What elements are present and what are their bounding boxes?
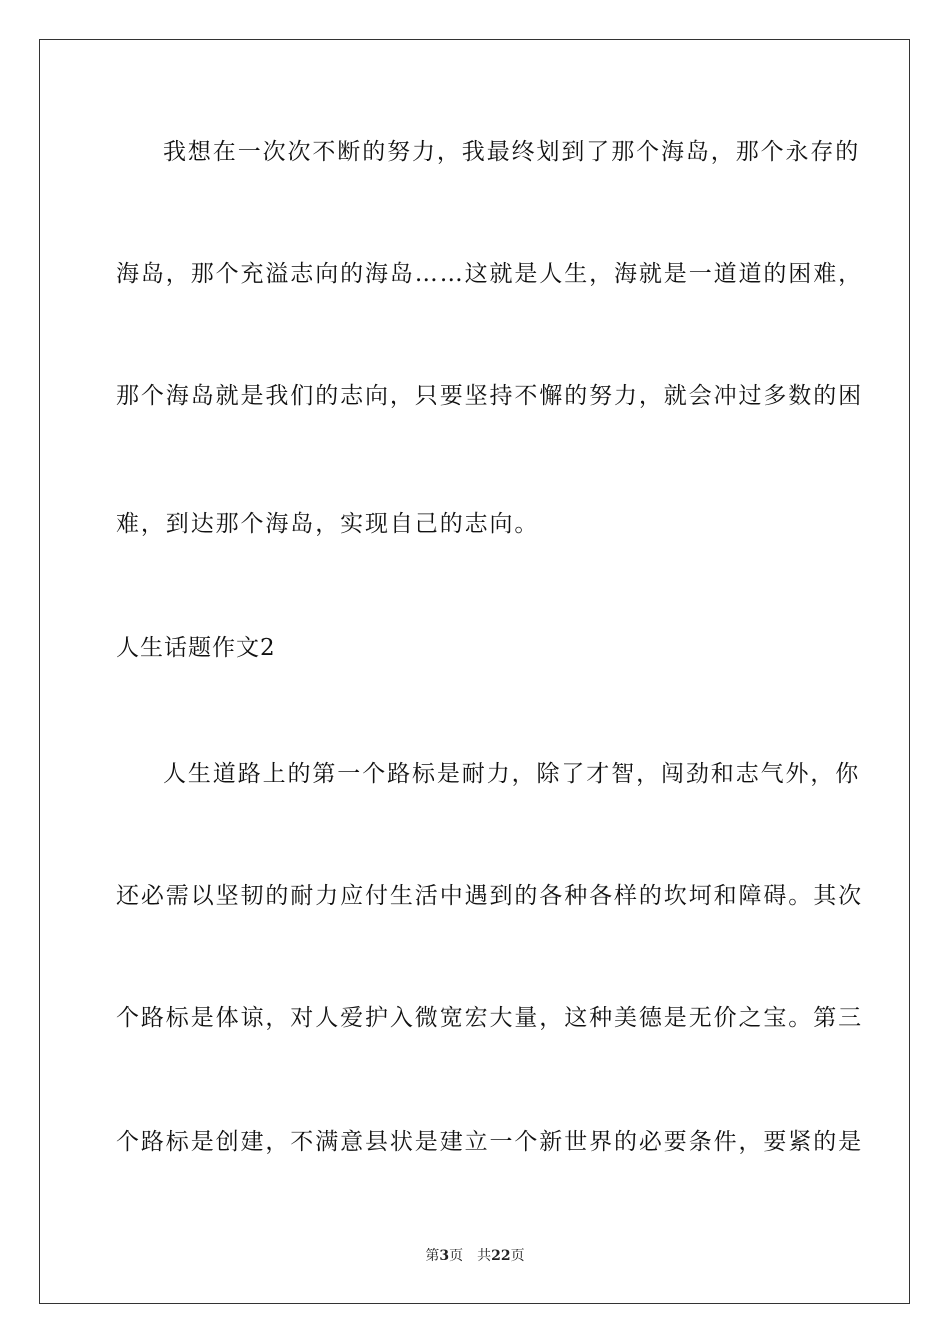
paragraph-line: 我想在一次次不断的努力，我最终划到了那个海岛，那个永存的	[163, 139, 861, 165]
paragraph-line: 个路标是体谅，对人爱护入微宽宏大量，这种美德是无价之宝。第三	[116, 1005, 863, 1031]
footer-total-prefix: 共	[477, 1248, 492, 1264]
page-frame	[39, 39, 910, 1304]
page-footer	[0, 1247, 950, 1265]
footer-page-number: 3	[439, 1248, 450, 1264]
footer-total-suffix: 页	[510, 1248, 525, 1264]
paragraph-line: 难，到达那个海岛，实现自己的志向。	[116, 511, 540, 537]
paragraph-line: 海岛，那个充溢志向的海岛……这就是人生，海就是一道道的困难，	[116, 261, 863, 287]
paragraph-line: 那个海岛就是我们的志向，只要坚持不懈的努力，就会冲过多数的困	[116, 383, 863, 409]
paragraph-line: 人生道路上的第一个路标是耐力，除了才智，闯劲和志气外，你	[163, 761, 861, 787]
paragraph-line: 还必需以坚韧的耐力应付生活中遇到的各种各样的坎坷和障碍。其次	[116, 883, 863, 909]
footer-page-prefix: 第	[425, 1248, 440, 1264]
section-heading: 人生话题作文2	[116, 635, 276, 661]
paragraph-line: 个路标是创建，不满意县状是建立一个新世界的必要条件，要紧的是	[116, 1129, 863, 1155]
footer-page-suffix: 页	[449, 1248, 464, 1264]
footer-total-pages: 22	[491, 1248, 511, 1264]
